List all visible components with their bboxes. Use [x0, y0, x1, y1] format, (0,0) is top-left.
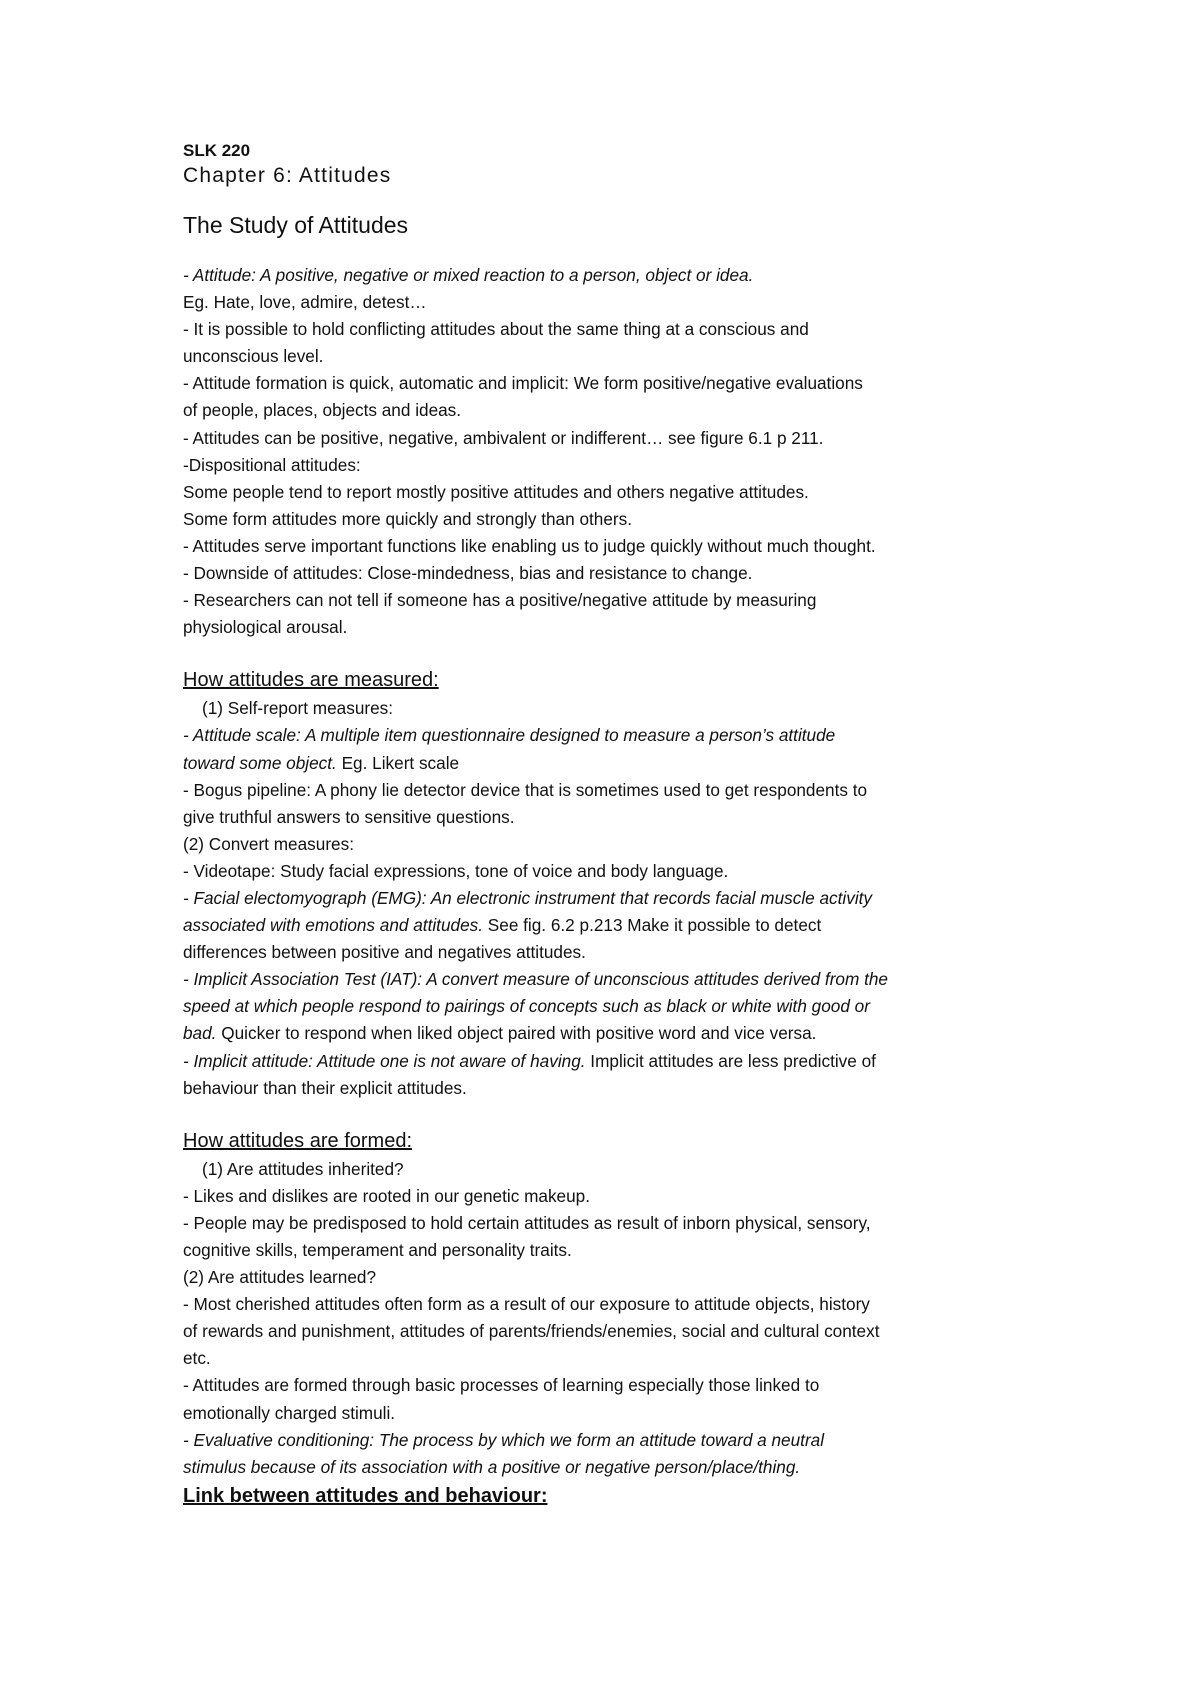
study-line — [183, 262, 1063, 289]
study-line: physiological arousal. — [183, 617, 348, 638]
chapter-title: Chapter 6: Attitudes — [183, 164, 392, 187]
formed-line — [183, 1454, 1063, 1481]
formed-line: emotionally charged stimuli. — [183, 1402, 396, 1423]
measured-line — [183, 885, 1063, 912]
measured-line: behaviour than their explicit attitudes. — [183, 1077, 467, 1098]
measured-line: differences between positive and negatives attitudes. — [183, 942, 586, 963]
measured-line — [183, 1048, 1063, 1075]
definition-iat-end: bad. — [183, 1023, 217, 1044]
study-line: - Downside of attitudes: Close-mindedness, bias and resistance to change. — [183, 563, 753, 584]
study-line: - Attitudes can be positive, negative, ambivalent or indifferent… see figure 6.1 p 211. — [183, 427, 824, 448]
heading-formed: How attitudes are formed: — [183, 1129, 412, 1152]
section-spacer — [183, 1102, 1063, 1126]
study-line: - It is possible to hold conflicting attitudes about the same thing at a conscious and — [183, 319, 809, 340]
measured-line: (1) Self-report measures: — [202, 698, 394, 719]
measured-text: Quicker to respond when liked object paired with positive word and vice versa. — [216, 1023, 817, 1044]
definition-attitude: - Attitude: A positive, negative or mixed reaction to a person, object or idea. — [183, 265, 754, 285]
definition-emg-end: associated with emotions and attitudes. — [183, 915, 484, 936]
definition-attitude-scale-end: toward some object. — [183, 752, 337, 773]
study-line: Some people tend to report mostly positive attitudes and others negative attitudes. — [183, 481, 809, 502]
measured-line — [183, 1020, 1063, 1047]
study-line: unconscious level. — [183, 346, 324, 367]
measured-text: Implicit attitudes are less predictive of — [585, 1050, 876, 1071]
measured-line: - Videotape: Study facial expressions, tone of voice and body language. — [183, 860, 729, 881]
definition-evaluative-conditioning-end: stimulus because of its association with a positive or negative person/place/thing. — [183, 1456, 801, 1477]
formed-line: (2) Are attitudes learned? — [183, 1267, 376, 1288]
course-code: SLK 220 — [183, 141, 251, 160]
definition-iat: - Implicit Association Test (IAT): A convert measure of unconscious attitudes derived from the — [183, 969, 888, 990]
heading-measured: How attitudes are measured: — [183, 669, 439, 692]
measured-text: Eg. Likert scale — [336, 752, 460, 773]
heading-link-behaviour: Link between attitudes and behaviour: — [183, 1484, 548, 1507]
study-line: - Researchers can not tell if someone has a positive/negative attitude by measuring — [183, 590, 817, 611]
definition-implicit-attitude: - Implicit attitude: Attitude one is not aware of having. — [183, 1050, 586, 1071]
study-line: - Attitude formation is quick, automatic and implicit: We form positive/negative evaluations — [183, 373, 863, 394]
formed-line: - Most cherished attitudes often form as a result of our exposure to attitude objects, history — [183, 1294, 870, 1315]
measured-line — [183, 722, 1063, 749]
document-body — [183, 140, 1063, 1511]
formed-line: - People may be predisposed to hold certain attitudes as result of inborn physical, sensory, — [183, 1212, 871, 1233]
definition-evaluative-conditioning: - Evaluative conditioning: The process by which we form an attitude toward a neutral — [183, 1429, 825, 1450]
study-line: of people, places, objects and ideas. — [183, 400, 462, 421]
formed-line: of rewards and punishment, attitudes of parents/friends/enemies, social and cultural context — [183, 1321, 880, 1342]
study-line: Some form attitudes more quickly and strongly than others. — [183, 508, 632, 529]
study-line: - Attitudes serve important functions like enabling us to judge quickly without much thought. — [183, 535, 876, 556]
measured-line — [183, 750, 1063, 777]
measured-line: - Bogus pipeline: A phony lie detector device that is sometimes used to get respondents to — [183, 779, 868, 800]
formed-line: - Likes and dislikes are rooted in our genetic makeup. — [183, 1185, 590, 1206]
measured-line — [183, 966, 1063, 993]
formed-line — [183, 1427, 1063, 1454]
formed-line: cognitive skills, temperament and personality traits. — [183, 1240, 572, 1260]
formed-line: etc. — [183, 1348, 211, 1369]
measured-line: give truthful answers to sensitive questions. — [183, 806, 515, 827]
section-spacer — [183, 641, 1063, 665]
formed-line: (1) Are attitudes inherited? — [202, 1158, 404, 1179]
formed-line: - Attitudes are formed through basic processes of learning especially those linked to — [183, 1375, 820, 1396]
measured-line — [183, 912, 1063, 939]
measured-text: See fig. 6.2 p.213 Make it possible to detect — [483, 915, 822, 936]
study-line: -Dispositional attitudes: — [183, 454, 361, 475]
section-title: The Study of Attitudes — [183, 212, 409, 238]
measured-line: (2) Convert measures: — [183, 833, 354, 854]
definition-iat-cont: speed at which people respond to pairings of concepts such as black or white with good or — [183, 996, 870, 1017]
measured-line — [183, 993, 1063, 1020]
definition-emg: - Facial electomyograph (EMG): An electronic instrument that records facial muscle activity — [183, 887, 873, 908]
study-line: Eg. Hate, love, admire, detest… — [183, 292, 427, 313]
definition-attitude-scale: - Attitude scale: A multiple item questionnaire designed to measure a person’s attitude — [183, 725, 836, 746]
